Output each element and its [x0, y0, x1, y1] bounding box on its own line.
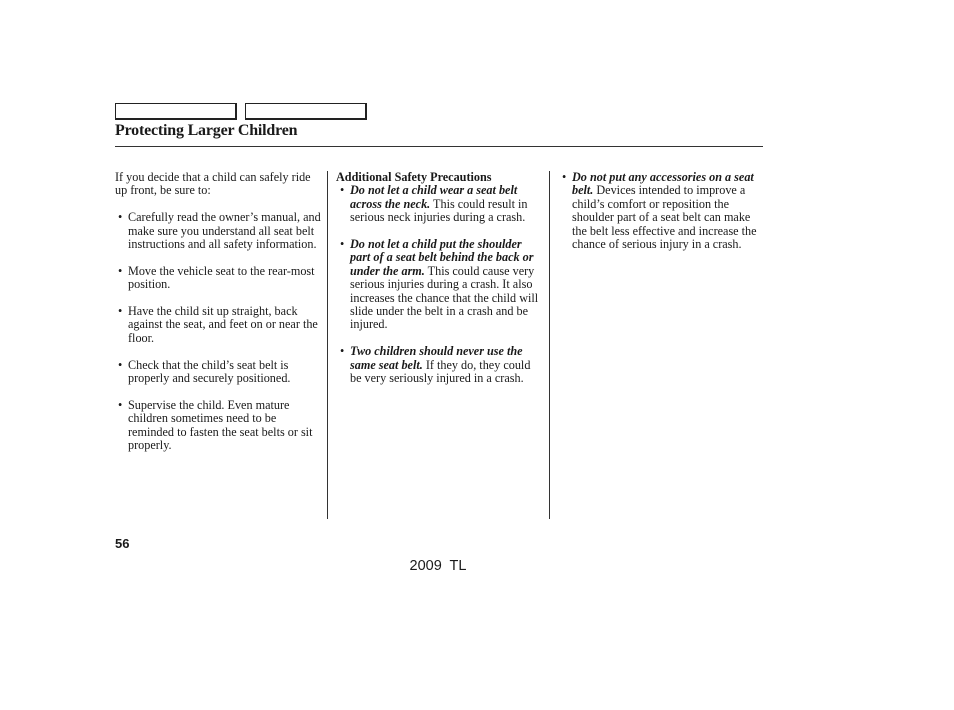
- bullet-icon: •: [340, 344, 345, 359]
- title-divider: [115, 146, 763, 147]
- list-item-text: Check that the child’s seat belt is properly and securely positioned.: [128, 357, 291, 386]
- warning-lead: Do not let a child wear a seat belt across the neck.: [350, 183, 518, 211]
- column-divider-1: [327, 171, 328, 519]
- page-number: 56: [115, 536, 130, 551]
- subsection-heading: Additional Safety Precautions: [336, 170, 492, 184]
- bullet-icon: •: [562, 170, 567, 184]
- column-middle: [336, 171, 542, 399]
- list-item: [115, 305, 321, 345]
- intro-paragraph: If you decide that a child can safely ride up front, be sure to:: [115, 170, 311, 198]
- bullet-icon: •: [340, 183, 345, 198]
- column-divider-2: [549, 171, 550, 519]
- list-item: [115, 265, 321, 292]
- list-item-text: Supervise the child. Even mature children sometimes need to be reminded to fasten the seat belts or sit properly.: [128, 397, 313, 453]
- list-item: [558, 171, 762, 251]
- list-item: [115, 359, 321, 386]
- list-item: [115, 211, 321, 251]
- warning-lead: Do not let a child put the shoulder part of a seat belt behind the back or under the arm.: [350, 237, 534, 278]
- list-item-text: Move the vehicle seat to the rear-most position.: [128, 263, 315, 292]
- column-left: [115, 171, 321, 466]
- list-item: [336, 184, 542, 224]
- bullet-icon: •: [118, 357, 123, 372]
- list-item: [336, 238, 542, 332]
- column-right: [558, 171, 762, 265]
- warning-text: This could result in serious neck injuries during a crash.: [350, 196, 528, 225]
- list-item: [336, 345, 542, 385]
- section-title: Protecting Larger Children: [115, 122, 298, 139]
- bullet-icon: •: [118, 304, 123, 319]
- warning-lead: Do not put any accessories on a seat belt.: [572, 170, 754, 198]
- header-tab-box-left: [115, 103, 237, 120]
- warning-text: This could cause very serious injuries during a crash. It also increases the chance that the child will slide under the belt in a crash and be injured.: [350, 263, 539, 332]
- list-item: [115, 399, 321, 453]
- list-item-text: Have the child sit up straight, back against the seat, and feet on or near the floor.: [128, 304, 318, 345]
- list-item-text: Carefully read the owner’s manual, and make sure you understand all seat belt instructions and all safety information.: [128, 210, 321, 252]
- bullet-icon: •: [118, 210, 123, 225]
- header-tab-box-right: [245, 103, 367, 120]
- bullet-icon: •: [340, 237, 345, 252]
- footer-model-label: 2009 TL: [409, 558, 467, 574]
- bullet-icon: •: [118, 263, 123, 278]
- bullet-icon: •: [118, 397, 123, 412]
- warning-text: If they do, they could be very seriously injured in a crash.: [350, 357, 531, 386]
- warning-text: Devices intended to improve a child’s comfort or reposition the shoulder part of a seat belt can make the belt less effective and increase the chance of serious injury in a crash.: [572, 183, 757, 252]
- warning-lead: Two children should never use the same seat belt.: [350, 344, 523, 372]
